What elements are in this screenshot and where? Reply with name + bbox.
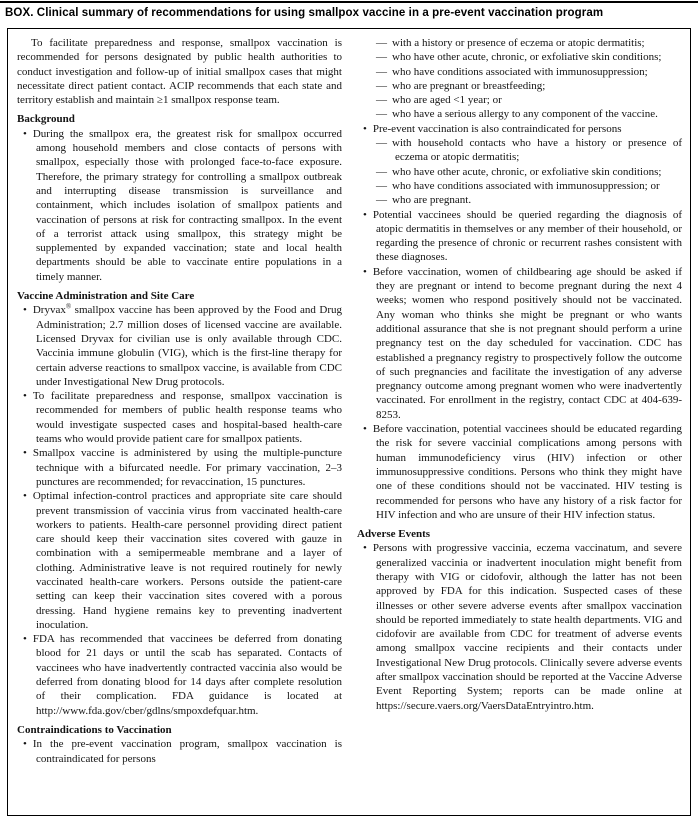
bullet-marker: • bbox=[363, 423, 367, 436]
section-heading: Vaccine Administration and Site Care bbox=[17, 290, 195, 303]
bullet-marker: • bbox=[363, 122, 367, 135]
item-text: FDA has recommended that vaccinees be deferred from donating blood for 21 days or until the scab has separated. Contacts of vaccinees who have inadvertently contracted vaccinia also would be deferred from donating blood for 14 days after complete resolution of their complication. FDA guidance is located at http://www.fda.gov/cber/gdlns/smpoxdefquar.htm. bbox=[32, 633, 342, 717]
item-text: Optimal infection-control practices and appropriate site care should prevent transmission of vaccinia virus from vaccinated health-care workers to patients. Health-care personnel providing direct patient care should keep their vaccination sites covered with gauze in combination with a semipermeable membrane and a layer of clothing. Administrative leave is not required routinely for newly vaccinated health-care workers. Persons outside the patient-care setting can keep their vaccination sites covered with a porous dressing. Hand hygiene remains key to preventing inadvertent inoculation. bbox=[32, 490, 342, 631]
item-text: During the smallpox era, the greatest risk for smallpox occurred among household members and close contacts of persons with smallpox, especially those with prolonged face-to-face exposure. Therefore, the primary strategy for controlling a smallpox outbreak and interrupting disease transmission is surveillance and containment, which includes isolation of smallpox patients and vaccination of persons at risk for contracting smallpox. In the event of a terrorist attack using smallpox, this strategy might be supplemented by expanded vaccination; state and local health departments should be able to vaccinate entire populations in a timely manner. bbox=[32, 127, 342, 283]
dash-marker: — bbox=[376, 108, 387, 121]
section-heading: Contraindications to Vaccination bbox=[17, 723, 172, 736]
bullet-item bbox=[17, 303, 342, 389]
dash-item bbox=[357, 50, 682, 64]
dash-item bbox=[357, 179, 682, 193]
right-column bbox=[357, 36, 682, 809]
bullet-marker: • bbox=[23, 490, 27, 503]
dash-item bbox=[357, 136, 682, 165]
top-rule bbox=[0, 1, 698, 3]
item-text: who have other acute, chronic, or exfoliative skin conditions; bbox=[392, 165, 662, 178]
dash-item bbox=[357, 36, 682, 50]
bullet-item bbox=[357, 122, 682, 136]
bullet-marker: • bbox=[23, 447, 27, 460]
bullet-marker: • bbox=[363, 265, 367, 278]
item-text: who have a serious allergy to any component of the vaccine. bbox=[392, 108, 658, 121]
item-text: Pre-event vaccination is also contraindicated for persons bbox=[372, 122, 622, 135]
section-heading: Adverse Events bbox=[357, 528, 431, 541]
bullet-item bbox=[357, 265, 682, 422]
item-text: Persons with progressive vaccinia, eczema vaccinatum, and severe generalized vaccinia or inadvertent inoculation might benefit from therapy with VIG or cidofovir, although the latter has not been approved by FDA for this indication. Suspected cases of these illnesses or other severe adverse events after smallpox vaccination should be reported immediately to state health departments. VIG and cidofovir are available from CDC for treatment of adverse events among smallpox vaccine recipients and their contacts under Investigational New Drug protocols. Clinically severe adverse events after smallpox vaccination should be reported at the Vaccine Adverse Event Reporting System; reports can be made online at https://secure.vaers.org/VaersDataEntryintro.htm. bbox=[372, 542, 682, 712]
dash-item bbox=[357, 93, 682, 107]
bullet-marker: • bbox=[363, 208, 367, 221]
bullet-item bbox=[17, 389, 342, 446]
item-text: To facilitate preparedness and response, smallpox vaccination is recommended for members of public health response teams who would investigate suspected cases and hospital-based health-care teams who would provide patient care for smallpox patients. bbox=[32, 390, 342, 446]
bullet-marker: • bbox=[23, 304, 27, 317]
item-text: who have conditions associated with immunosuppression; bbox=[392, 65, 648, 78]
dash-marker: — bbox=[376, 51, 387, 64]
dash-marker: — bbox=[376, 179, 387, 192]
registered-trademark-symbol: ® bbox=[65, 302, 72, 311]
dash-item bbox=[357, 79, 682, 93]
item-text: who are pregnant or breastfeeding; bbox=[392, 79, 546, 92]
box-title: BOX. Clinical summary of recommendations for using smallpox vaccine in a pre-event vaccination program bbox=[5, 7, 604, 19]
item-text: In the pre-event vaccination program, smallpox vaccination is contraindicated for persons bbox=[32, 738, 342, 765]
bullet-marker: • bbox=[23, 633, 27, 646]
dash-marker: — bbox=[376, 165, 387, 178]
dash-marker: — bbox=[376, 194, 387, 207]
dash-marker: — bbox=[376, 37, 387, 49]
intro-paragraph: To facilitate preparedness and response, smallpox vaccination is recommended for persons designated by public health authorities to conduct investigation and follow-up of initial smallpox cases that might necessitate direct patient contact. ACIP recommends that each state and territory establish and maintain ≥1 smallpox response team. bbox=[17, 37, 342, 107]
section-heading: Background bbox=[17, 113, 75, 126]
bullet-marker: • bbox=[23, 127, 27, 140]
item-text: Smallpox vaccine is administered by using the multiple-puncture technique with a bifurcated needle. For primary vaccination, 2–3 punctures are recommended; for revaccination, 15 punctures. bbox=[32, 447, 342, 488]
bullet-item bbox=[17, 737, 342, 766]
item-text: with household contacts who have a history or presence of eczema or atopic dermatitis; bbox=[392, 137, 682, 164]
item-text: with a history or presence of eczema or atopic dermatitis; bbox=[392, 37, 645, 49]
item-text: who are aged <1 year; or bbox=[392, 94, 502, 107]
dash-item bbox=[357, 193, 682, 207]
bullet-item bbox=[17, 632, 342, 718]
dash-marker: — bbox=[376, 94, 387, 107]
item-text: Before vaccination, women of childbearing age should be asked if they are pregnant or intend to become pregnant during the next 4 weeks; women who respond positively should not be vaccinated. Any woman who thinks she might be pregnant or who wants additional assurance that she is not pregnant should perform a urine pregnancy test on the day scheduled for vaccination. CDC has established a pregnancy registry to prospectively follow the outcome of such pregnancies and facilitate the investigation of any adverse pregnancy outcome among pregnant women who were inadvertently vaccinated. For enrollment in the registry, contact CDC at 404-639-8253. bbox=[372, 265, 682, 421]
dash-item bbox=[357, 165, 682, 179]
bullet-item bbox=[357, 422, 682, 522]
item-text: who have other acute, chronic, or exfoliative skin conditions; bbox=[392, 51, 662, 64]
dash-item bbox=[357, 107, 682, 121]
item-text: Potential vaccinees should be queried regarding the diagnosis of atopic dermatitis in themselves or any member of their household, or regarding the presence of chronic or recurrent rashes consistent with these diagnoses. bbox=[372, 208, 682, 264]
bullet-item bbox=[357, 208, 682, 265]
bullet-item bbox=[357, 541, 682, 713]
item-text: who are pregnant. bbox=[392, 194, 472, 207]
dash-item bbox=[357, 65, 682, 79]
bullet-marker: • bbox=[363, 542, 367, 555]
bullet-item bbox=[17, 127, 342, 284]
item-text: Dryvax® smallpox vaccine has been approved by the Food and Drug Administration; 2.7 million doses of licensed vaccine are available. Licensed Dryvax for civilian use is only available through CDC. Vaccinia immune globulin (VIG), which is the first-line therapy for certain adverse reactions to smallpox vaccine, is available from CDC under Investigational New Drug protocols. bbox=[32, 302, 342, 388]
dash-marker: — bbox=[376, 79, 387, 92]
bullet-item bbox=[17, 489, 342, 632]
bullet-marker: • bbox=[23, 738, 27, 751]
item-text: Before vaccination, potential vaccinees should be educated regarding the risk for severe vaccinial complications among persons with human immunodeficiency virus (HIV) infection or other immunosuppressive conditions. Persons who think they might have one of these conditions should not be vaccinated. HIV testing is recommended for persons who have any history of a risk factor for HIV infection and who are unsure of their HIV infection status. bbox=[372, 423, 682, 521]
clinical-summary-box bbox=[7, 28, 691, 816]
dash-marker: — bbox=[376, 65, 387, 78]
dash-marker: — bbox=[376, 137, 387, 150]
item-text: who have conditions associated with immunosuppression; or bbox=[392, 179, 660, 192]
bullet-item bbox=[17, 446, 342, 489]
bullet-marker: • bbox=[23, 390, 27, 403]
left-column bbox=[17, 36, 342, 809]
